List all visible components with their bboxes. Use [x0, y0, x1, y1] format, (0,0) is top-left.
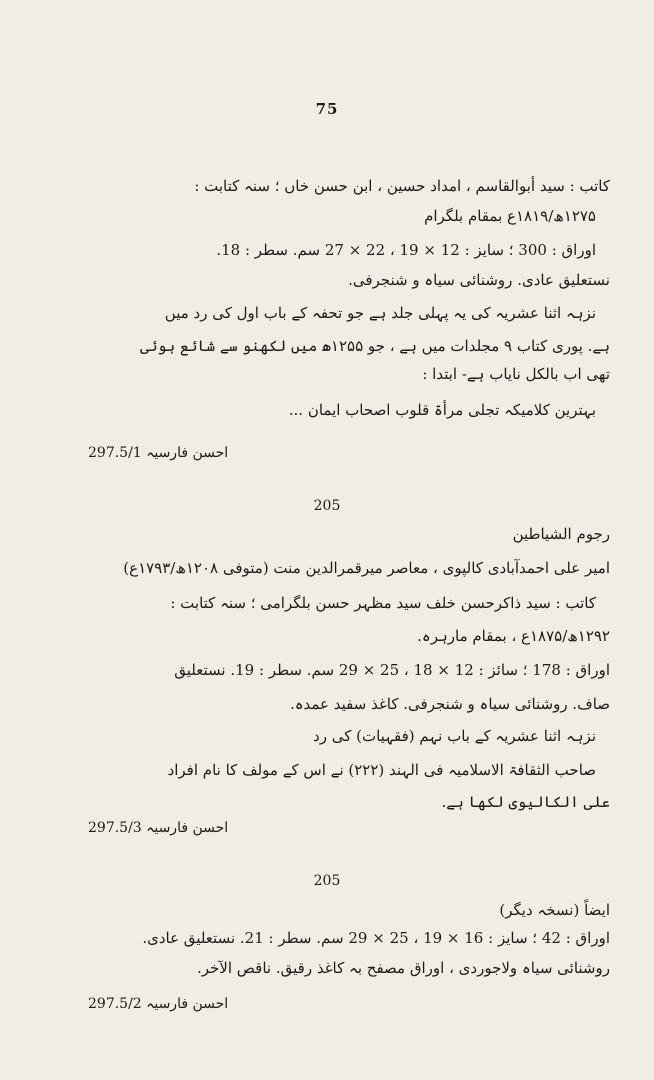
entry1-line1: کاتب : سید أبوالقاسم ، امداد حسین ، ابن حسن خاں ؛ سنہ کتابت :: [194, 177, 610, 195]
entry3-title: ایضاً (نسخہ دیگر): [499, 901, 610, 919]
entry2-title: رجوم الشیاطین: [512, 525, 610, 543]
entry2-line6: صاف. روشنائی سیاہ و شنجرفی. کاغذ سفید عمدہ.: [289, 695, 610, 713]
entry2-line7: نزہہ اثنا عشریہ کے باب نہم (فقہیات) کی رد: [313, 727, 596, 745]
entry2-line4: ۱۲۹۲ھ/۱۸۷۵ع ، بمقام مارہرہ.: [417, 627, 610, 645]
entry3-line3: روشنائی سیاہ ولاجوردی ، اوراق مصفح بہ کاغذ رقیق. ناقص الآخر.: [196, 959, 610, 977]
entry1-shelf-mark: احسن فارسیہ 297.5/1: [88, 445, 229, 461]
entry2-line9: علی الکالیوی لکھا ہے.: [441, 793, 610, 811]
entry1-line5: نزہہ اثنا عشریہ کی یہ پہلی جلد ہے جو تحفہ کے باب اول کی رد میں: [164, 304, 596, 322]
entry2-shelf-mark: احسن فارسیہ 297.5/3: [88, 820, 229, 836]
entry1-line3: اوراق : 300 ؛ سایز : 12 × 19 ، 22 × 27 سم. سطر : 18.: [216, 241, 596, 259]
entry1-line2: ۱۲۷۵ھ/۱۸۱۹ع بمقام بلگرام: [424, 207, 596, 225]
entry3-number: 205: [313, 873, 341, 889]
entry2-line3: کاتب : سید ذاکرحسن خلف سید مظہر حسن بلگرامی ؛ سنہ کتابت :: [170, 594, 596, 612]
entry1-line8: بہترین کلامیکہ تجلی مرأۃ قلوب اصحاب ایمان ...: [288, 401, 596, 419]
entry3-line2: اوراق : 42 ؛ سایز : 16 × 19 ، 25 × 29 سم. سطر : 21. نستعلیق عادی.: [142, 929, 610, 947]
entry1-line4: نستعلیق عادی. روشنائی سیاہ و شنجرفی.: [348, 271, 610, 289]
entry1-line6: ہے. پوری کتاب ۹ مجلدات میں ہے ، جو ۱۲۵۵ھ میں لکھنو سے شائع ہوئی: [140, 337, 610, 355]
entry2-line8: صاحب الثقافۃ الاسلامیہ فی الہند (۲۲۲) نے اس کے مولف کا نام افراد: [167, 761, 596, 779]
entry1-line7: تھی اب بالکل نایاب ہے- ابتدا :: [422, 365, 610, 383]
entry2-line2: امیر علی احمدآبادی کالپوی ، معاصر میرقمرالدین منت (متوفی ۱۲۰۸ھ/۱۷۹۳ع): [123, 559, 610, 577]
entry3-shelf-mark: احسن فارسیہ 297.5/2: [88, 996, 229, 1012]
page-number: 75: [315, 100, 339, 118]
entry2-line5: اوراق : 178 ؛ سائز : 12 × 18 ، 25 × 29 سم. سطر : 19. نستعلیق: [174, 661, 610, 679]
entry2-number: 205: [313, 498, 341, 514]
